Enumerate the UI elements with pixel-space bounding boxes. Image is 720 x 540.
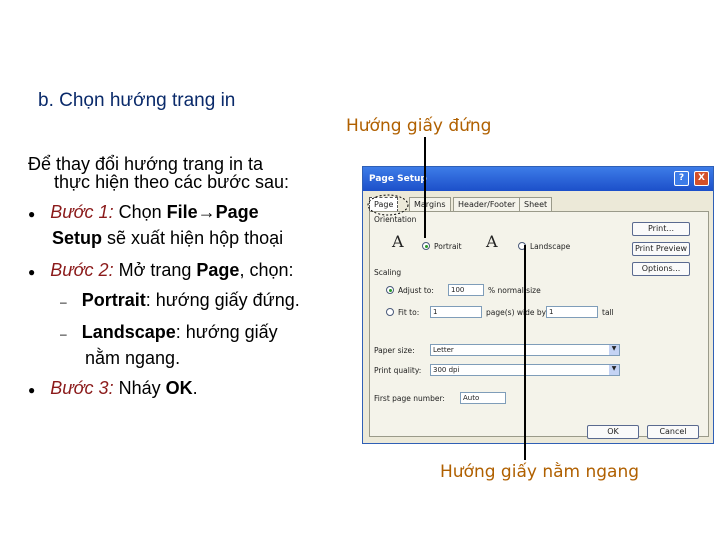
step-1-setup: Setup	[52, 228, 103, 248]
tab-sheet[interactable]: Sheet	[519, 197, 552, 212]
intro-line-2: thực hiện theo các bước sau:	[54, 172, 290, 192]
help-button[interactable]: ?	[674, 171, 689, 186]
paper-size-label: Paper size:	[374, 346, 415, 355]
adjust-to-label: Adjust to:	[398, 286, 434, 295]
options-button[interactable]: Options...	[632, 262, 690, 276]
step-2-rest: , chọn:	[239, 260, 294, 280]
sub-landscape-line2: nằm ngang.	[85, 348, 181, 368]
step-3-ok: OK	[165, 378, 193, 398]
ok-button[interactable]: OK	[587, 425, 639, 439]
step-3-label: Bước 3:	[50, 378, 114, 398]
sub-portrait-text: : hướng giấy đứng.	[145, 290, 300, 310]
bullet-icon: ●	[28, 383, 36, 397]
fit-to-label: Fit to:	[398, 308, 420, 317]
first-page-label: First page number:	[374, 394, 445, 403]
fit-mid-label: page(s) wide by	[486, 308, 547, 317]
step-2-page: Page	[196, 260, 240, 280]
portrait-annotation: Hướng giấy đứng	[346, 116, 492, 136]
step-2-text: Mở trang	[113, 260, 197, 280]
first-page-input[interactable]: Auto	[460, 392, 506, 404]
fit-tall-input[interactable]: 1	[546, 306, 598, 318]
tab-page[interactable]: Page	[369, 197, 398, 212]
orientation-group-label: Orientation	[374, 215, 417, 224]
landscape-annotation: Hướng giấy nằm ngang	[440, 462, 640, 482]
bullet-icon: ●	[28, 265, 36, 279]
landscape-label: Landscape	[530, 242, 571, 251]
dash-icon: –	[60, 327, 67, 341]
step-1-text: Chọn	[113, 202, 167, 222]
page-tab-highlight	[368, 195, 408, 215]
landscape-icon: A	[486, 232, 498, 251]
tab-header-footer[interactable]: Header/Footer	[453, 197, 520, 212]
sub-portrait-term: Portrait	[81, 290, 146, 310]
arrow-icon: →	[197, 202, 216, 222]
print-quality-label: Print quality:	[374, 366, 422, 375]
portrait-icon: A	[392, 232, 404, 251]
scaling-group-label: Scaling	[374, 268, 402, 277]
dialog-title: Page Setup	[369, 174, 427, 184]
step-3-end: .	[192, 378, 198, 398]
sub-landscape-term: Landscape	[81, 322, 176, 342]
chevron-down-icon: ▼	[609, 365, 619, 375]
step-3-text: Nháy	[113, 378, 166, 398]
adjust-unit-label: % normal size	[488, 286, 541, 295]
intro-line-1: Để thay đổi hướng trang in ta	[28, 154, 263, 174]
cancel-button[interactable]: Cancel	[647, 425, 699, 439]
print-preview-button[interactable]: Print Preview	[632, 242, 690, 256]
print-quality-value: 300 dpi	[433, 366, 460, 374]
step-1-label: Bước 1:	[50, 202, 114, 222]
fit-wide-input[interactable]: 1	[430, 306, 482, 318]
adjust-to-input[interactable]: 100	[448, 284, 484, 296]
portrait-label: Portrait	[434, 242, 462, 251]
step-1-rest: sẽ xuất hiện hộp thoại	[102, 228, 284, 248]
dash-icon: –	[60, 295, 67, 309]
close-button[interactable]: X	[694, 171, 709, 186]
bullet-icon: ●	[28, 207, 36, 221]
step-1-page: Page	[215, 202, 259, 222]
tab-margins[interactable]: Margins	[409, 197, 451, 212]
fit-tall-label: tall	[602, 308, 614, 317]
sub-landscape-text: : hướng giấy	[175, 322, 278, 342]
step-1-file: File	[166, 202, 198, 222]
section-heading: b. Chọn hướng trang in	[38, 90, 236, 111]
chevron-down-icon: ▼	[609, 345, 619, 355]
step-2-label: Bước 2:	[50, 260, 114, 280]
print-button[interactable]: Print...	[632, 222, 690, 236]
paper-size-value: Letter	[433, 346, 454, 354]
